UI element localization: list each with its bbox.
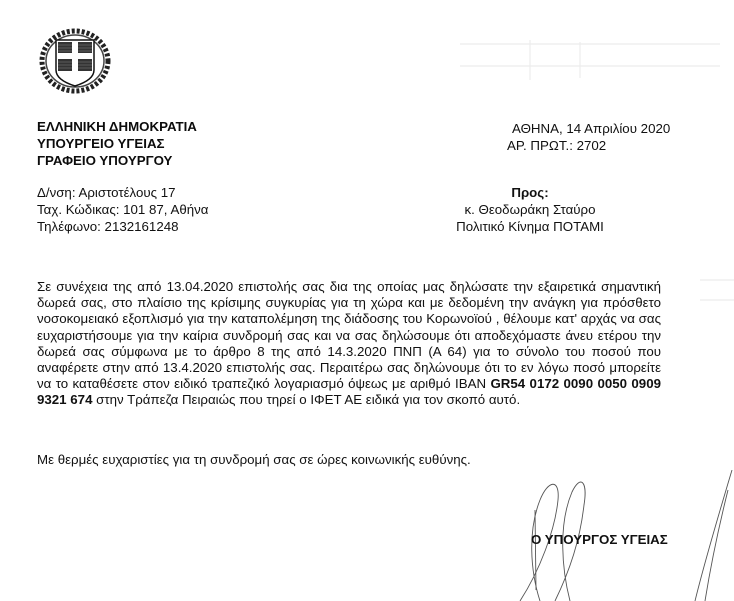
date-protocol-block xyxy=(507,120,671,154)
closing-line: Με θερμές ευχαριστίες για τη συνδρομή σας σε ώρες κοινωνικής ευθύνης. xyxy=(37,452,471,467)
issuer-header xyxy=(37,118,197,169)
header-line-office: ΓΡΑΦΕΙΟ ΥΠΟΥΡΓΟΥ xyxy=(37,153,173,168)
protocol-number: ΑΡ. ΠΡΩΤ.: 2702 xyxy=(507,138,607,153)
signatory-title: Ο ΥΠΟΥΡΓΟΣ ΥΓΕΙΑΣ xyxy=(531,532,668,547)
address-postal: Ταχ. Κώδικας: 101 87, Αθήνα xyxy=(37,202,209,217)
sender-address xyxy=(37,184,208,235)
greek-emblem-icon xyxy=(38,26,112,94)
header-line-ministry: ΥΠΟΥΡΓΕΙΟ ΥΓΕΙΑΣ xyxy=(37,136,165,151)
body-paragraph xyxy=(37,279,661,409)
header-line-republic: ΕΛΛΗΝΙΚΗ ΔΗΜΟΚΡΑΤΙΑ xyxy=(37,119,197,134)
coat-of-arms-emblem xyxy=(38,26,112,94)
address-phone: Τηλέφωνο: 2132161248 xyxy=(37,219,179,234)
letter-date: ΑΘΗΝΑ, 14 Απριλίου 2020 xyxy=(512,121,671,136)
recipient-name: κ. Θεοδωράκη Σταύρο xyxy=(464,202,596,217)
letter-body xyxy=(37,279,661,409)
body-text-part2: στην Τράπεζα Πειραιώς που τηρεί ο ΙΦΕΤ ΑΕ ειδικά για τον σκοπό αυτό. xyxy=(92,392,521,408)
iban-number: GR54 0172 0090 0050 0909 9321 674 xyxy=(37,376,661,408)
recipient-label: Προς: xyxy=(511,185,549,200)
recipient-block xyxy=(430,184,630,235)
body-text-part1: Σε συνέχεια της από 13.04.2020 επιστολής σας δια της οποίας μας δηλώσατε την εξαιρετικά σημαντική δωρεά σας, στο πλαίσιο της κρίσιμης συγκυρίας για τη χώρα και με δεδομένη την ανάγκη για πρόσθετο νοσοκομειακό εξοπλισμό για την καταπολέμηση της διάδοσης του Κορωνοϊού , θέλουμε κατ' αρχάς να σας ευχαριστήσουμε για την καίρια συνδρομή σας και να σας δηλώσουμε ότι αποδεχόμαστε άνευ ετέρου την δωρεά σας σύμφωνα με το άρθρο 8 της από 14.3.2020 ΠΝΠ (Α 64) για το σύνολο του ποσού που αναφέρετε στην από 13.4.2020 επιστολής σας. Περαιτέρω σας δηλώνουμε ότι το εν λόγω ποσό μπορείτε να το καταθέσετε στον ειδικό τραπεζικό λογαριασμό όψεως με αριθμό IBAN xyxy=(37,279,661,392)
address-street: Δ/νση: Αριστοτέλους 17 xyxy=(37,185,176,200)
recipient-organization: Πολιτικό Κίνημα ΠΟΤΑΜΙ xyxy=(456,219,604,234)
